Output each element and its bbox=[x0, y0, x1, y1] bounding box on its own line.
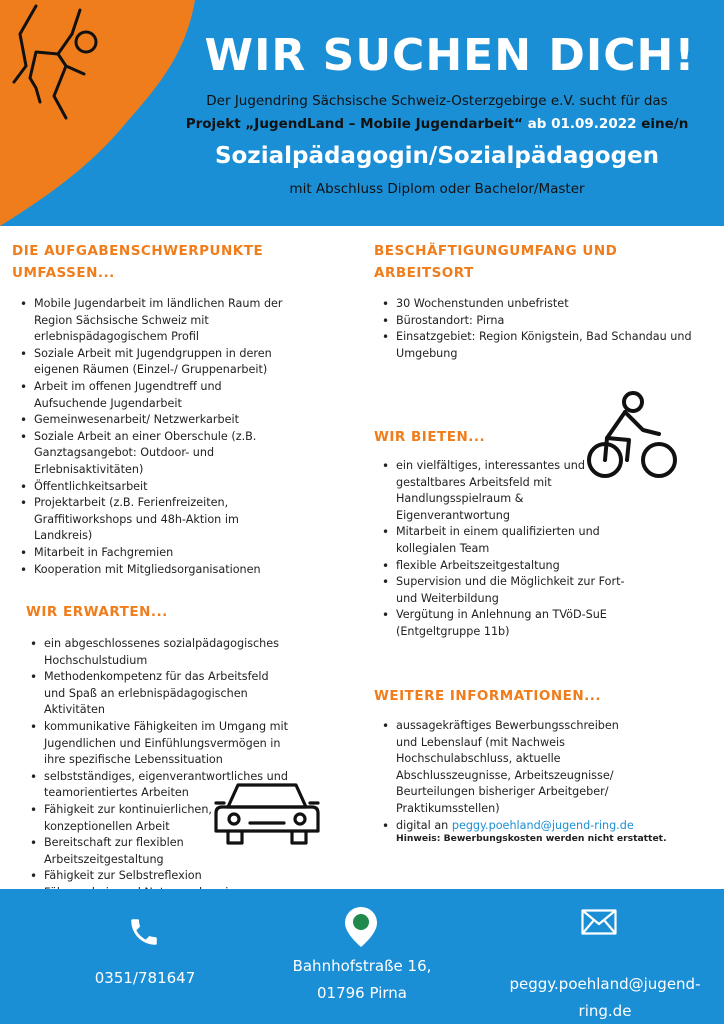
offer-list bbox=[380, 458, 632, 641]
project-line bbox=[150, 116, 724, 132]
project-date: ab 01.09.2022 bbox=[527, 116, 637, 132]
job-role-title: Sozialpädagogin/Sozialpädagogen bbox=[214, 143, 660, 169]
phone-number[interactable]: 0351/781647 bbox=[94, 969, 196, 987]
info-heading: WEITERE INFORMATIONEN... bbox=[374, 688, 602, 704]
header-banner bbox=[0, 0, 724, 226]
list-item: • Gemeinwesenarbeit/ Netzwerkarbeit bbox=[18, 412, 286, 429]
list-item: • Methodenkompetenz für das Arbeitsfeld und Spaß an erlebnispädagogischen Aktivitäten bbox=[28, 669, 290, 719]
list-item: • Fähigkeit zur kontinuierlichen, konzeptionellen Arbeit bbox=[28, 802, 228, 835]
header-intro: Der Jugendring Sächsische Schweiz-Osterzgebirge e.V. sucht für das bbox=[206, 93, 668, 109]
list-item: • Öffentlichkeitsarbeit bbox=[18, 479, 286, 496]
list-item: • Mitarbeit in Fachgremien bbox=[18, 545, 286, 562]
list-item: • Soziale Arbeit mit Jugendgruppen in deren eigenen Räumen (Einzel-/ Gruppenarbeit) bbox=[18, 346, 286, 379]
list-item: • Bereitschaft zur flexiblen Arbeitszeitgestaltung bbox=[28, 835, 218, 868]
offer-heading: WIR BIETEN... bbox=[374, 429, 486, 445]
car-icon bbox=[214, 777, 320, 849]
phone-icon bbox=[127, 915, 161, 949]
list-item: • Einsatzgebiet: Region Königstein, Bad Schandau und Umgebung bbox=[380, 329, 700, 362]
expect-heading: WIR ERWARTEN... bbox=[26, 604, 168, 620]
tasks-heading-line2: UMFASSEN... bbox=[12, 265, 115, 281]
list-item: • ein abgeschlossenes sozialpädagogisches Hochschulstudium bbox=[28, 636, 290, 669]
list-item: • Soziale Arbeit an einer Oberschule (z.B. Ganztagsangebot: Outdoor- und Erlebnisaktivitäten) bbox=[18, 429, 286, 479]
list-item: • Bürostandort: Pirna bbox=[380, 313, 700, 330]
main-headline: WIR SUCHEN DICH! bbox=[204, 30, 696, 81]
location-pin-icon bbox=[344, 907, 378, 947]
info-email-prefix: digital an bbox=[396, 818, 449, 832]
list-item: • selbstständiges, eigenverantwortliches und teamorientiertes Arbeiten bbox=[28, 769, 290, 802]
list-item: • aussagekräftiges Bewerbungsschreiben und Lebenslauf (mit Nachweis Hochschulabschluss, aktuelle Abschlusszeugnisse, Arbeitszeugnisse/ Beurteilungen bisheriger Arbeitgeber/ Praktikumsstellen) bbox=[380, 718, 628, 818]
list-item: • Mobile Jugendarbeit im ländlichen Raum der Region Sächsische Schweiz mit erlebnispädagogischem Profil bbox=[18, 296, 286, 346]
list-item: • Vergütung in Anlehnung an TVöD-SuE (Entgeltgruppe 11b) bbox=[380, 607, 624, 640]
list-item: • Projektarbeit (z.B. Ferienfreizeiten, Graffitiworkshops und 48h-Aktion im Landkreis) bbox=[18, 495, 286, 545]
list-item: • Mitarbeit in einem qualifizierten und kollegialen Team bbox=[380, 524, 610, 557]
list-item: • Kooperation mit Mitgliedsorganisationen bbox=[18, 562, 286, 579]
climber-icon bbox=[6, 4, 106, 124]
footer-email[interactable] bbox=[500, 971, 710, 1024]
address-line1: Bahnhofstraße 16, bbox=[292, 957, 432, 975]
project-name: Projekt „JugendLand – Mobile Jugendarbeit“ bbox=[185, 116, 523, 132]
scope-list bbox=[380, 296, 700, 362]
scope-heading bbox=[374, 240, 704, 284]
list-item: • ein vielfältiges, interessantes und gestaltbares Arbeitsfeld mit Handlungsspielraum & Eigenverantwortung bbox=[380, 458, 632, 524]
list-item: • flexible Arbeitszeitgestaltung bbox=[380, 558, 632, 575]
project-suffix: eine/n bbox=[641, 116, 689, 132]
contact-footer bbox=[0, 889, 724, 1024]
envelope-icon bbox=[581, 909, 617, 935]
list-item: • kommunikative Fähigkeiten im Umgang mit Jugendlichen und Einfühlungsvermögen in ihre spezifische Lebenssituation bbox=[28, 719, 290, 769]
tasks-heading bbox=[12, 240, 332, 284]
tasks-heading-line1: DIE AUFGABENSCHWERPUNKTE bbox=[12, 243, 264, 259]
degree-requirement: mit Abschluss Diplom oder Bachelor/Master bbox=[289, 181, 585, 197]
email-line1: peggy.poehland@jugend- bbox=[509, 975, 701, 993]
tasks-list bbox=[18, 296, 286, 578]
list-item bbox=[380, 818, 700, 835]
email-line2: ring.de bbox=[578, 1002, 632, 1020]
list-item: • Supervision und die Möglichkeit zur Fort- und Weiterbildung bbox=[380, 574, 628, 607]
postal-address bbox=[262, 953, 462, 1007]
info-list bbox=[380, 718, 634, 834]
application-email-link[interactable]: peggy.poehland@jugend-ring.de bbox=[451, 818, 634, 832]
list-item: • Arbeit im offenen Jugendtreff und Aufsuchende Jugendarbeit bbox=[18, 379, 286, 412]
address-line2: 01796 Pirna bbox=[317, 984, 407, 1002]
application-note: Hinweis: Bewerbungskosten werden nicht erstattet. bbox=[396, 833, 667, 844]
scope-heading-line2: ARBEITSORT bbox=[374, 265, 474, 281]
list-item: • 30 Wochenstunden unbefristet bbox=[380, 296, 700, 313]
list-item: • Fähigkeit zur Selbstreflexion bbox=[28, 868, 290, 885]
scope-heading-line1: BESCHÄFTIGUNGUMFANG UND bbox=[374, 243, 618, 259]
